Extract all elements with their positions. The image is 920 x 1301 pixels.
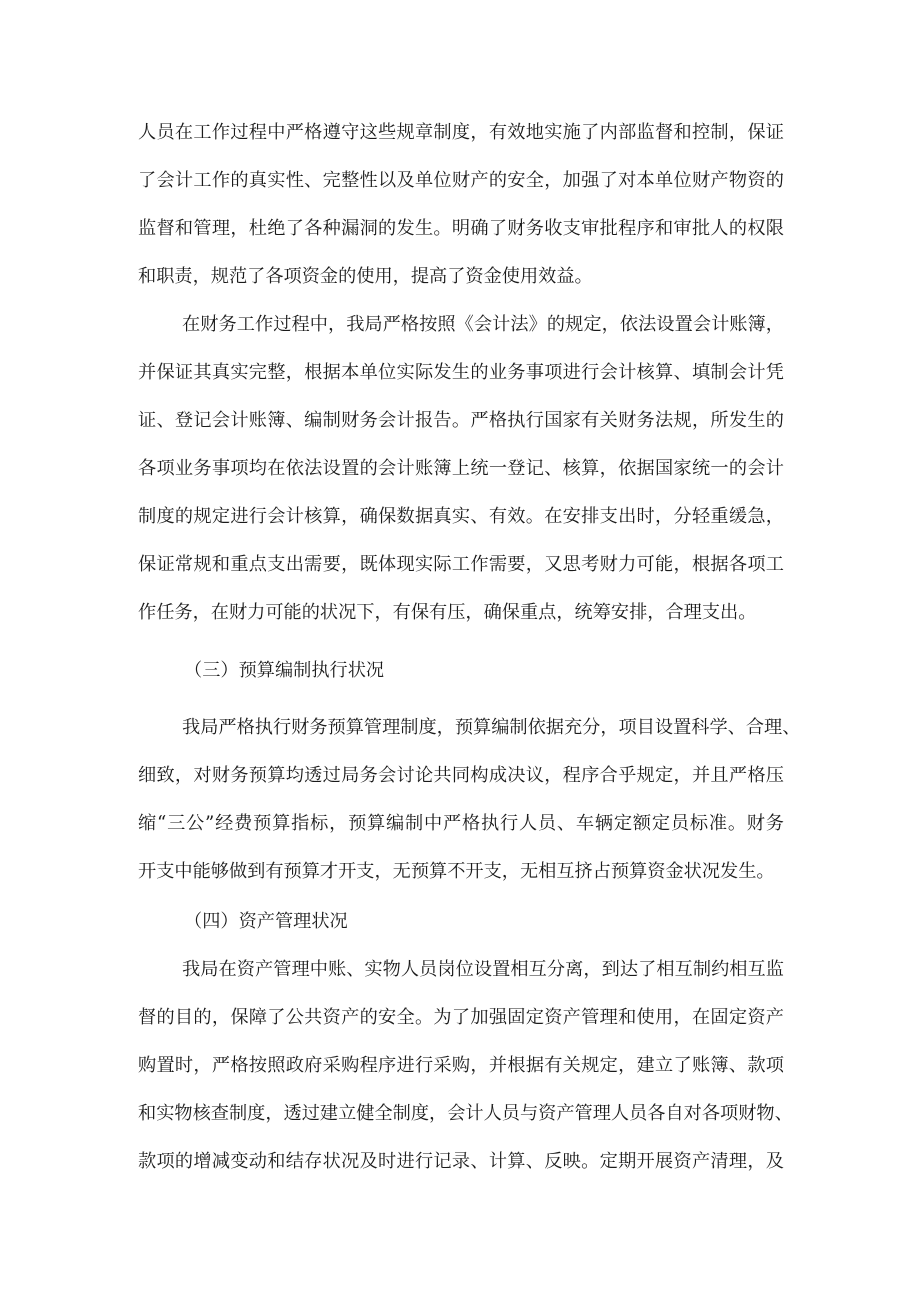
paragraph-1-line: 了会计工作的真实性、完整性以及单位财产的安全，加强了对本单位财产物资的 <box>138 170 784 191</box>
section-heading-3: （三）预算编制执行状况 <box>184 660 385 681</box>
paragraph-3-line: 细致，对财务预算均透过局务会讨论共同构成决议，程序合乎规定，并且严格压 <box>138 765 784 786</box>
paragraph-3-line: 开支中能够做到有预算才开支，无预算不开支，无相互挤占预算资金状况发生。 <box>138 861 775 882</box>
paragraph-1-line: 监督和管理，杜绝了各种漏洞的发生。明确了财务收支审批程序和审批人的权限 <box>138 218 784 239</box>
paragraph-1-line: 和职责，规范了各项资金的使用，提高了资金使用效益。 <box>138 266 593 287</box>
paragraph-2-line: 证、登记会计账簿、编制财务会计报告。严格执行国家有关财务法规，所发生的 <box>138 410 784 431</box>
paragraph-1-line: 人员在工作过程中严格遵守这些规章制度，有效地实施了内部监督和控制，保证 <box>138 122 784 143</box>
paragraph-4-line: 和实物核查制度，透过建立健全制度，会计人员与资产管理人员各自对各项财物、 <box>138 1103 793 1124</box>
paragraph-2-line: 在财务工作过程中，我局严格按照《会计法》的规定，依法设置会计账簿， <box>182 314 784 335</box>
paragraph-2-line: 并保证其真实完整，根据本单位实际发生的业务事项进行会计核算、填制会计凭 <box>138 362 784 383</box>
paragraph-2-line: 制度的规定进行会计核算，确保数据真实、有效。在安排支出时，分轻重缓急， <box>138 506 784 527</box>
paragraph-2-line: 保证常规和重点支出需要，既体现实际工作需要，又思考财力可能，根据各项工 <box>138 554 784 575</box>
paragraph-3-line: 缩“三公”经费预算指标，预算编制中严格执行人员、车辆定额定员标准。财务 <box>138 813 784 834</box>
section-heading-4: （四）资产管理状况 <box>184 911 348 932</box>
paragraph-2-line: 各项业务事项均在依法设置的会计账簿上统一登记、核算，依据国家统一的会计 <box>138 458 784 479</box>
paragraph-2-line: 作任务，在财力可能的状况下，有保有压，确保重点，统筹安排，合理支出。 <box>138 602 757 623</box>
paragraph-4-line: 我局在资产管理中账、实物人员岗位设置相互分离，到达了相互制约相互监 <box>182 959 784 980</box>
paragraph-3-line: 我局严格执行财务预算管理制度，预算编制依据充分，项目设置科学、合理、 <box>182 717 801 738</box>
paragraph-4-line: 购置时，严格按照政府采购程序进行采购，并根据有关规定，建立了账簿、款项 <box>138 1055 784 1076</box>
paragraph-4-line: 督的目的，保障了公共资产的安全。为了加强固定资产管理和使用，在固定资产 <box>138 1007 784 1028</box>
paragraph-4-line: 款项的增减变动和结存状况及时进行记录、计算、反映。定期开展资产清理，及 <box>138 1151 784 1172</box>
